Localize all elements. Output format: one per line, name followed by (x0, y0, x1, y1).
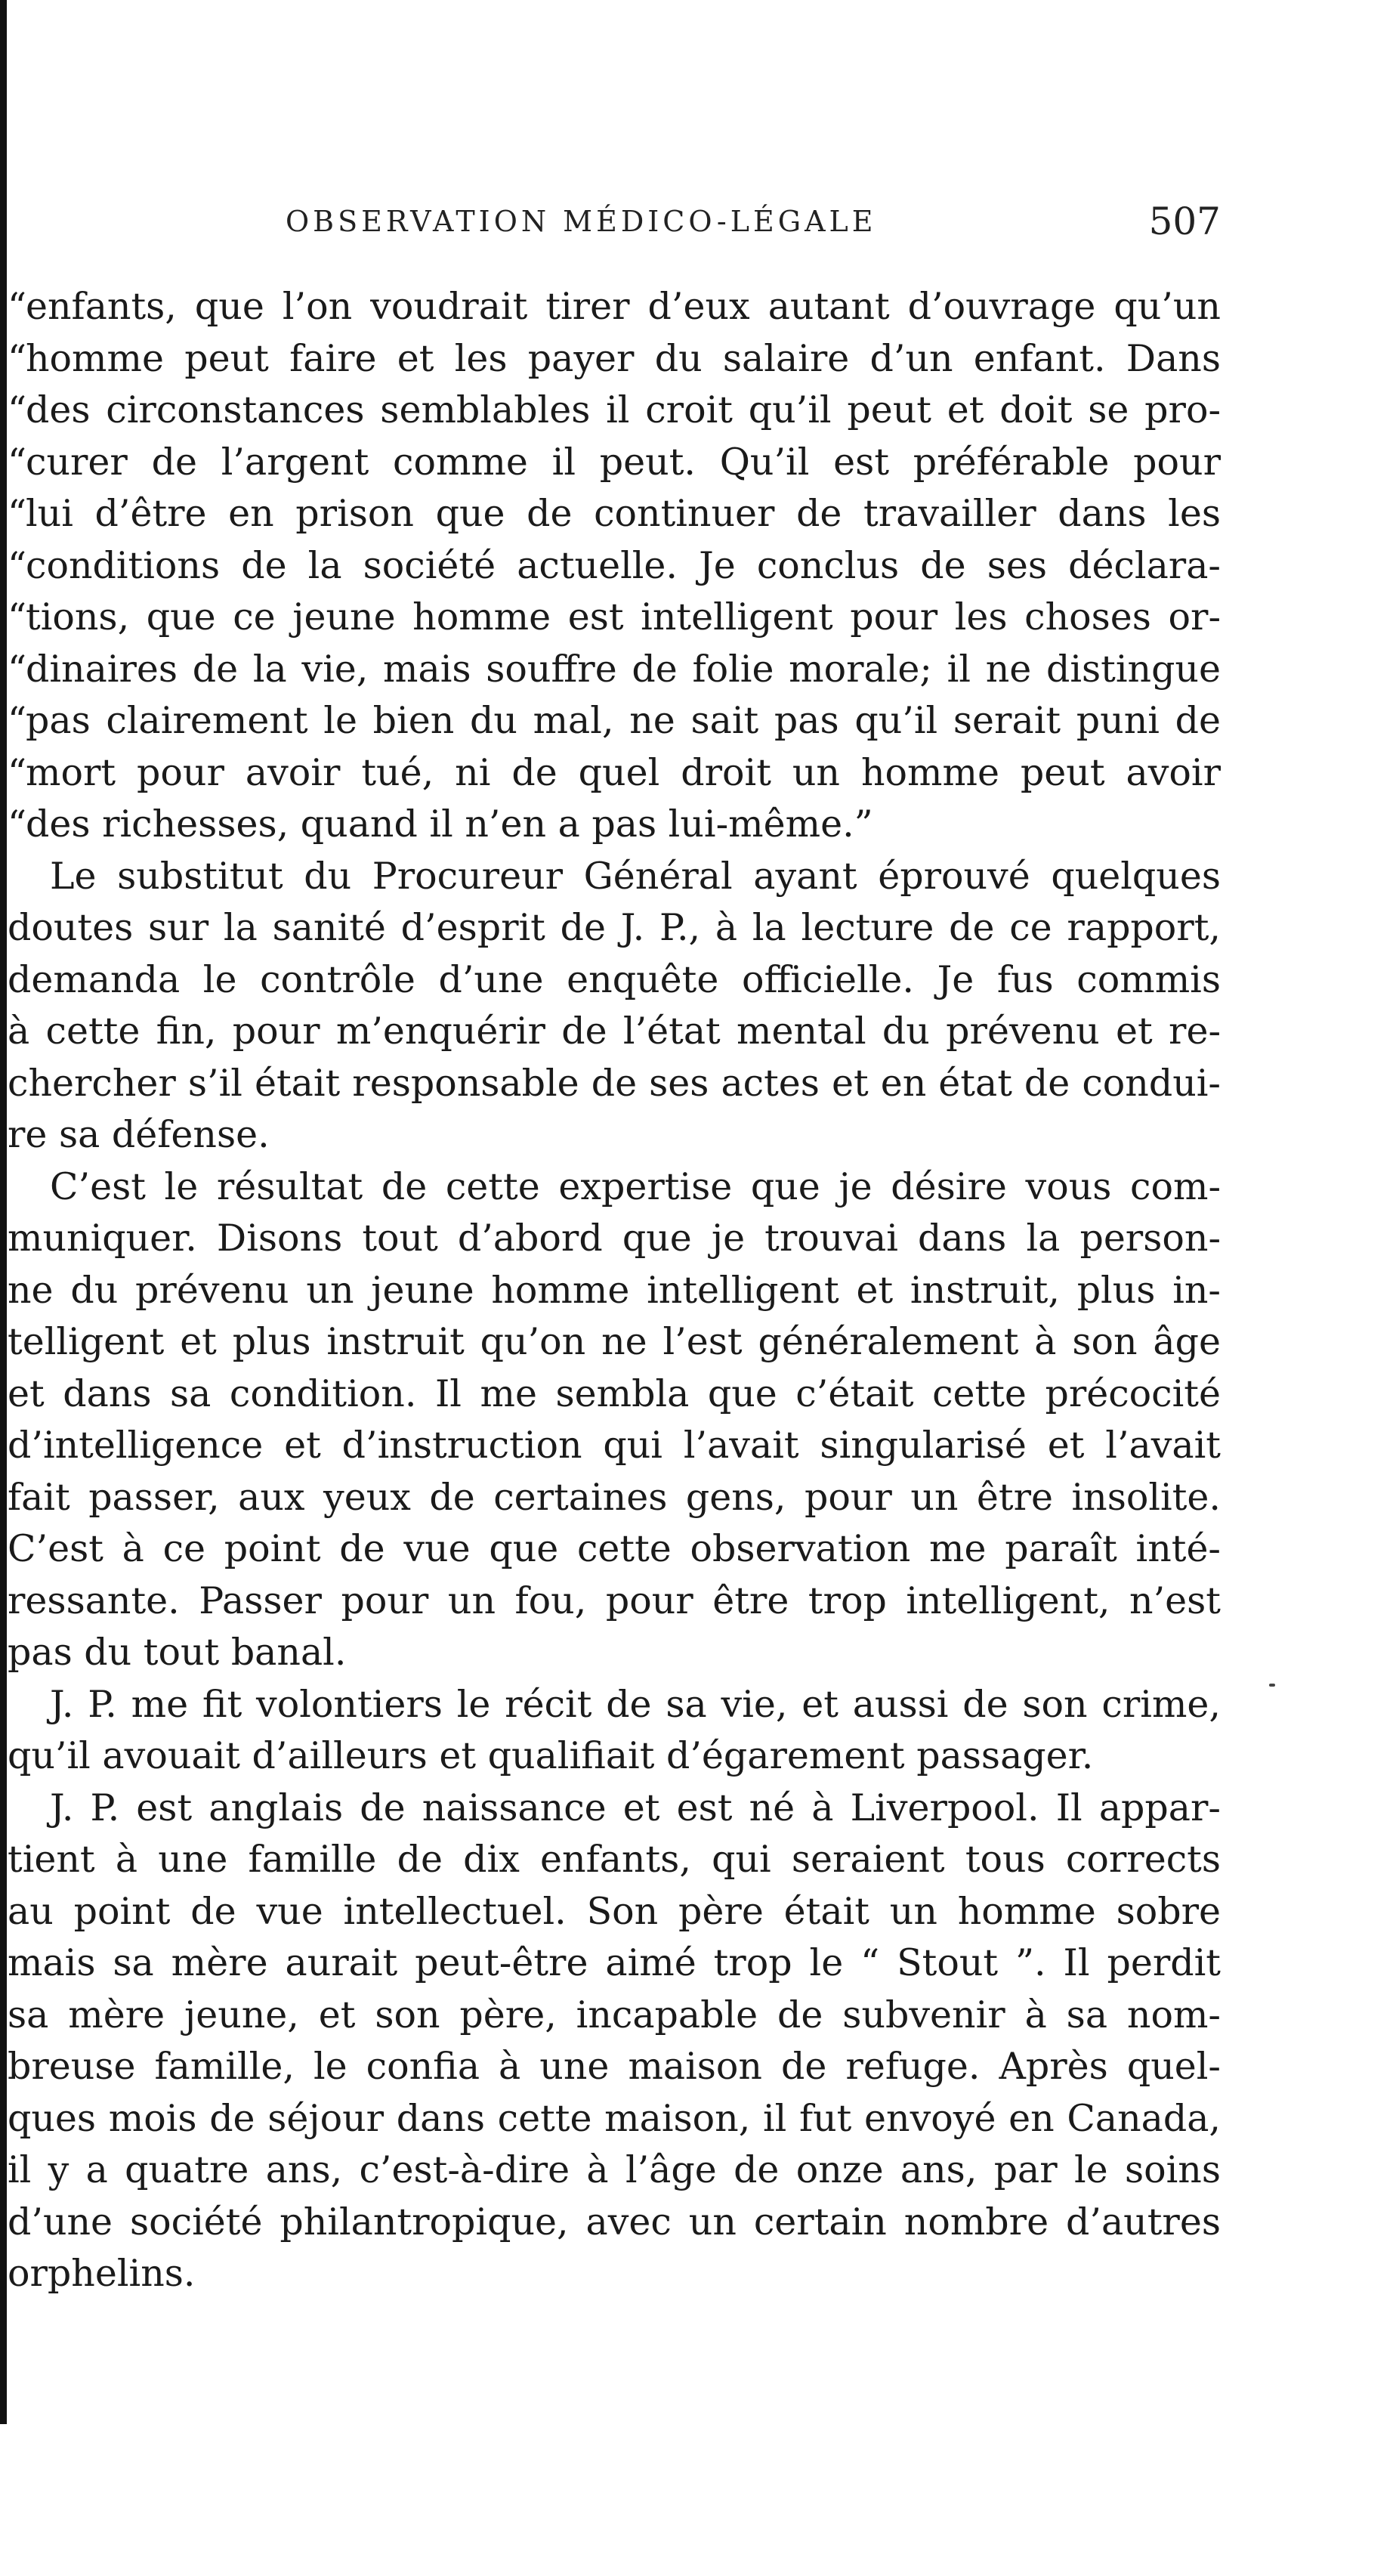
line-text: lui d’être en prison que de continuer de travailler dans les (26, 492, 1221, 535)
line-text: dinaires de la vie, mais souffre de folie morale; il ne distingue (26, 647, 1221, 691)
quote-mark: “ (8, 543, 27, 587)
line-text: enfants, que l’on voudrait tirer d’eux autant d’ouvrage qu’un (26, 285, 1221, 328)
text-line (8, 281, 1221, 333)
quote-mark: “ (8, 802, 27, 846)
line-text: homme peut faire et les payer du salaire d’un enfant. Dans (26, 336, 1221, 380)
text-line: Le substitut du Procureur Général ayant éprouvé quelques (50, 854, 1221, 898)
text-line: re sa défense. (8, 1113, 270, 1156)
text-line: sa mère jeune, et son père, incapable de subvenir à sa nom- (8, 1993, 1221, 2036)
line-text: conditions de la société actuelle. Je conclus de ses déclara- (26, 543, 1221, 587)
line-text: curer de l’argent comme il peut. Qu’il est préférable pour (26, 440, 1221, 484)
text-line: breuse famille, le confia à une maison de refuge. Après quel- (8, 2045, 1221, 2088)
line-text: des circonstances semblables il croit qu’il peut et doit se pro- (26, 388, 1221, 431)
text-line (8, 695, 1221, 747)
quote-mark: “ (8, 285, 27, 328)
text-line: et dans sa condition. Il me sembla que c’était cette précocité (8, 1371, 1221, 1415)
line-text: tions, que ce jeune homme est intelligent pour les choses or- (26, 595, 1221, 639)
quote-mark: “ (8, 595, 27, 639)
text-line: orphelins. (8, 2252, 196, 2295)
body-text (8, 281, 1221, 2300)
text-line: muniquer. Disons tout d’abord que je trouvai dans la person- (8, 1217, 1221, 1260)
text-line (8, 747, 1221, 799)
text-line (8, 385, 1221, 437)
line-text: mort pour avoir tué, ni de quel droit un homme peut avoir (26, 750, 1221, 794)
text-line (8, 540, 1221, 592)
page-header (286, 195, 1221, 248)
text-line (8, 592, 1221, 644)
text-line: doutes sur la sanité d’esprit de J. P., à la lecture de ce rapport, (8, 906, 1221, 949)
text-line: demanda le contrôle d’une enquête officielle. Je fus commis (8, 957, 1221, 1001)
text-line: d’intelligence et d’instruction qui l’avait singularisé et l’avait (8, 1424, 1221, 1467)
text-line: chercher s’il était responsable de ses actes et en état de condui- (8, 1061, 1221, 1105)
text-line (8, 799, 1221, 851)
text-line: J. P. est anglais de naissance et est né à Liverpool. Il appar- (50, 1786, 1221, 1829)
quote-mark: “ (8, 492, 27, 535)
text-line: ques mois de séjour dans cette maison, il fut envoyé en Canada, (8, 2096, 1221, 2140)
running-head: OBSERVATION MÉDICO-LÉGALE (286, 205, 877, 238)
page-edge-rule (0, 0, 7, 2424)
quote-mark: “ (8, 750, 27, 794)
text-line: d’une société philantropique, avec un certain nombre d’autres (8, 2200, 1221, 2244)
quote-mark: “ (8, 699, 27, 742)
quote-mark: “ (8, 388, 27, 431)
text-line (8, 488, 1221, 540)
text-line: mais sa mère aurait peut-être aimé trop le “ Stout ”. Il perdit (8, 1941, 1221, 1984)
text-line: au point de vue intellectuel. Son père était un homme sobre (8, 1889, 1221, 1933)
text-line (8, 644, 1221, 696)
quote-mark: “ (8, 647, 27, 691)
line-text: pas clairement le bien du mal, ne sait pas qu’il serait puni de (26, 699, 1221, 742)
text-line: fait passer, aux yeux de certaines gens, pour un être insolite. (8, 1475, 1221, 1519)
quote-mark: “ (8, 440, 27, 484)
quote-mark: “ (8, 336, 27, 380)
text-line: J. P. me fit volontiers le récit de sa vie, et aussi de son crime, (50, 1682, 1221, 1726)
text-line (8, 437, 1221, 489)
line-text: des richesses, quand il n’en a pas lui-même.” (26, 802, 873, 846)
text-line: il y a quatre ans, c’est-à-dire à l’âge de onze ans, par le soins (8, 2148, 1221, 2191)
text-line: qu’il avouait d’ailleurs et qualifiait d’égarement passager. (8, 1734, 1094, 1777)
text-line: ne du prévenu un jeune homme intelligent et instruit, plus in- (8, 1268, 1221, 1312)
text-line: à cette fin, pour m’enquérir de l’état mental du prévenu et re- (8, 1010, 1221, 1053)
text-line: pas du tout banal. (8, 1631, 347, 1674)
text-line: ressante. Passer pour un fou, pour être trop intelligent, n’est (8, 1579, 1221, 1622)
text-line: tient à une famille de dix enfants, qui seraient tous corrects (8, 1838, 1221, 1881)
text-line: C’est le résultat de cette expertise que je désire vous com- (50, 1164, 1221, 1208)
text-line (8, 333, 1221, 385)
text-line: telligent et plus instruit qu’on ne l’est généralement à son âge (8, 1320, 1221, 1363)
page-number: 507 (1148, 199, 1221, 243)
text-line: C’est à ce point de vue que cette observation me paraît inté- (8, 1527, 1221, 1570)
print-speck (1269, 1684, 1275, 1687)
